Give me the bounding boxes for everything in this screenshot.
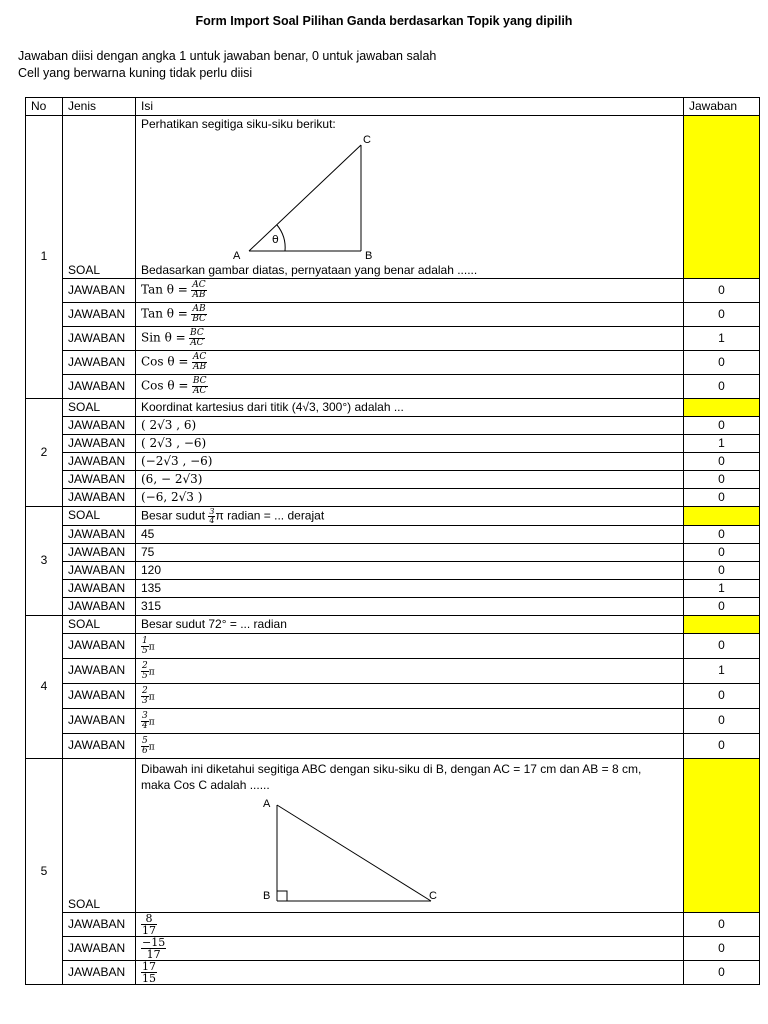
q1-soal-answer-cell [684, 116, 760, 279]
q3-jenis-5: JAWABAN [63, 598, 136, 616]
q3-number: 3 [26, 507, 63, 616]
q1-soal-label: SOAL [63, 116, 136, 279]
header-jenis: Jenis [63, 98, 136, 116]
q5-triangle-figure [141, 793, 471, 903]
q5-jenis-1: JAWABAN [63, 913, 136, 937]
q3-answer-row [26, 526, 760, 544]
q3-answer-3[interactable]: 0 [684, 562, 760, 580]
q4-soal-label: SOAL [63, 616, 136, 634]
q4-jenis-2: JAWABAN [63, 659, 136, 684]
q1-number: 1 [26, 116, 63, 399]
q2-option-4: (6, − 2√3) [136, 471, 684, 489]
page-title: Form Import Soal Pilihan Ganda berdasarkan Topik yang dipilih [195, 14, 573, 28]
q1-answer-2[interactable]: 0 [684, 303, 760, 327]
q2-answer-5[interactable]: 0 [684, 489, 760, 507]
q5-label-c: C [429, 890, 437, 903]
header-isi: Isi [136, 98, 684, 116]
q4-option-2: $\frac{2}{5}$ π [136, 659, 684, 684]
q2-answer-2[interactable]: 1 [684, 435, 760, 453]
q5-answer-1[interactable]: 0 [684, 913, 760, 937]
instruction-line-2: Cell yang berwarna kuning tidak perlu diisi [18, 66, 253, 80]
q4-answer-row [26, 684, 760, 709]
q4-option-1: $\frac{1}{5}$ π [136, 634, 684, 659]
q5-question-line-2: maka Cos C adalah ...... [141, 778, 270, 793]
q3-answer-row [26, 598, 760, 616]
q3-answer-row [26, 544, 760, 562]
q2-answer-4[interactable]: 0 [684, 471, 760, 489]
q1-option-1: Tan θ = $\frac{AC}{AB}$ [136, 279, 684, 303]
q1-question: Bedasarkan gambar diatas, pernyataan yang benar adalah ...... [141, 262, 478, 277]
q4-option-5: $\frac{5}{6}$ π [136, 734, 684, 759]
q4-soal-answer-cell [684, 616, 760, 634]
q4-answer-1[interactable]: 0 [684, 634, 760, 659]
q4-jenis-4: JAWABAN [63, 709, 136, 734]
q5-answer-row [26, 913, 760, 937]
q1-label-a: A [233, 250, 241, 262]
q4-jenis-3: JAWABAN [63, 684, 136, 709]
header-no: No [26, 98, 63, 116]
q3-answer-2[interactable]: 0 [684, 544, 760, 562]
q1-label-b: B [365, 250, 373, 262]
q5-question-cell [136, 759, 684, 913]
q2-jenis-3: JAWABAN [63, 453, 136, 471]
q3-answer-row [26, 580, 760, 598]
q1-option-4: Cos θ = $\frac{AC}{AB}$ [136, 351, 684, 375]
q1-jenis-1: JAWABAN [63, 279, 136, 303]
q1-jenis-2: JAWABAN [63, 303, 136, 327]
q2-answer-3[interactable]: 0 [684, 453, 760, 471]
q5-option-3: $\frac{17}{15}$ [136, 961, 684, 985]
q4-answer-4[interactable]: 0 [684, 709, 760, 734]
q1-answer-4[interactable]: 0 [684, 351, 760, 375]
q1-answer-row [26, 303, 760, 327]
q5-soal-label: SOAL [63, 759, 136, 913]
q2-option-5: (−6, 2√3 ) [136, 489, 684, 507]
q4-answer-row [26, 659, 760, 684]
q1-answer-row [26, 327, 760, 351]
q4-jenis-1: JAWABAN [63, 634, 136, 659]
q3-answer-1[interactable]: 0 [684, 526, 760, 544]
q1-option-5: Cos θ = $\frac{BC}{AC}$ [136, 375, 684, 399]
q4-answer-3[interactable]: 0 [684, 684, 760, 709]
q5-soal-answer-cell [684, 759, 760, 913]
q1-option-3: Sin θ = $\frac{BC}{AC}$ [136, 327, 684, 351]
q1-answer-3[interactable]: 1 [684, 327, 760, 351]
q2-question: Koordinat kartesius dari titik (4√3, 300°) adalah ... [136, 399, 684, 417]
q3-jenis-3: JAWABAN [63, 562, 136, 580]
q5-answer-row [26, 937, 760, 961]
q3-soal-row [26, 507, 760, 526]
q1-jenis-3: JAWABAN [63, 327, 136, 351]
q5-jenis-2: JAWABAN [63, 937, 136, 961]
q4-answer-row [26, 634, 760, 659]
q5-jenis-3: JAWABAN [63, 961, 136, 985]
q5-number: 5 [26, 759, 63, 985]
q5-option-1: $\frac{8}{17}$ [136, 913, 684, 937]
q2-jenis-1: JAWABAN [63, 417, 136, 435]
q4-option-4: $\frac{3}{4}$ π [136, 709, 684, 734]
q2-answer-row [26, 417, 760, 435]
q4-question: Besar sudut 72° = ... radian [136, 616, 684, 634]
instruction-line-1: Jawaban diisi dengan angka 1 untuk jawaban benar, 0 untuk jawaban salah [18, 49, 437, 63]
q5-soal-row [26, 759, 760, 913]
q3-jenis-2: JAWABAN [63, 544, 136, 562]
q1-triangle-figure [141, 131, 391, 261]
q1-answer-row [26, 351, 760, 375]
q3-question: Besar sudut $\frac{3}{4}$ π radian = ... derajat [136, 507, 684, 526]
q2-jenis-4: JAWABAN [63, 471, 136, 489]
q3-option-1: 45 [136, 526, 684, 544]
q1-jenis-5: JAWABAN [63, 375, 136, 399]
q2-answer-row [26, 489, 760, 507]
q1-soal-row [26, 116, 760, 279]
q1-answer-row [26, 279, 760, 303]
q3-soal-answer-cell [684, 507, 760, 526]
q4-answer-2[interactable]: 1 [684, 659, 760, 684]
q3-answer-5[interactable]: 0 [684, 598, 760, 616]
q5-label-a: A [263, 798, 271, 811]
q2-option-2: ( 2√3 , −6) [136, 435, 684, 453]
q2-jenis-5: JAWABAN [63, 489, 136, 507]
q4-answer-5[interactable]: 0 [684, 734, 760, 759]
q1-question-cell [136, 116, 684, 279]
q2-answer-row [26, 435, 760, 453]
question-table [25, 97, 760, 985]
q1-answer-1[interactable]: 0 [684, 279, 760, 303]
q4-soal-row [26, 616, 760, 634]
q5-option-2: $\frac{-15}{17}$ [136, 937, 684, 961]
q1-intro: Perhatikan segitiga siku-siku berikut: [141, 117, 336, 131]
q2-soal-row [26, 399, 760, 417]
table-header-row [26, 98, 760, 116]
q1-label-theta: θ [272, 233, 279, 247]
q3-option-5: 315 [136, 598, 684, 616]
q2-answer-row [26, 453, 760, 471]
q5-question-line-1: Dibawah ini diketahui segitiga ABC dengan siku-siku di B, dengan AC = 17 cm dan AB = 8 cm, [141, 762, 642, 776]
q1-option-2: Tan θ = $\frac{AB}{BC}$ [136, 303, 684, 327]
q2-answer-row [26, 471, 760, 489]
q4-option-3: $\frac{2}{3}$ π [136, 684, 684, 709]
q5-answer-3[interactable]: 0 [684, 961, 760, 985]
header-jawaban: Jawaban [684, 98, 760, 116]
q3-jenis-4: JAWABAN [63, 580, 136, 598]
q4-jenis-5: JAWABAN [63, 734, 136, 759]
q1-jenis-4: JAWABAN [63, 351, 136, 375]
q3-option-2: 75 [136, 544, 684, 562]
q1-answer-row [26, 375, 760, 399]
q2-soal-label: SOAL [63, 399, 136, 417]
q3-answer-row [26, 562, 760, 580]
q2-jenis-2: JAWABAN [63, 435, 136, 453]
q3-soal-label: SOAL [63, 507, 136, 526]
q2-soal-answer-cell [684, 399, 760, 417]
q5-label-b: B [263, 890, 271, 903]
q4-answer-row [26, 709, 760, 734]
q5-answer-row [26, 961, 760, 985]
q1-label-c: C [363, 134, 371, 147]
q4-number: 4 [26, 616, 63, 759]
q2-answer-1[interactable]: 0 [684, 417, 760, 435]
q3-option-3: 120 [136, 562, 684, 580]
q3-option-4: 135 [136, 580, 684, 598]
q2-option-1: ( 2√3 , 6) [136, 417, 684, 435]
q2-option-3: (−2√3 , −6) [136, 453, 684, 471]
q4-answer-row [26, 734, 760, 759]
q3-answer-4[interactable]: 1 [684, 580, 760, 598]
q5-answer-2[interactable]: 0 [684, 937, 760, 961]
q1-answer-5[interactable]: 0 [684, 375, 760, 399]
q3-jenis-1: JAWABAN [63, 526, 136, 544]
q2-number: 2 [26, 399, 63, 507]
